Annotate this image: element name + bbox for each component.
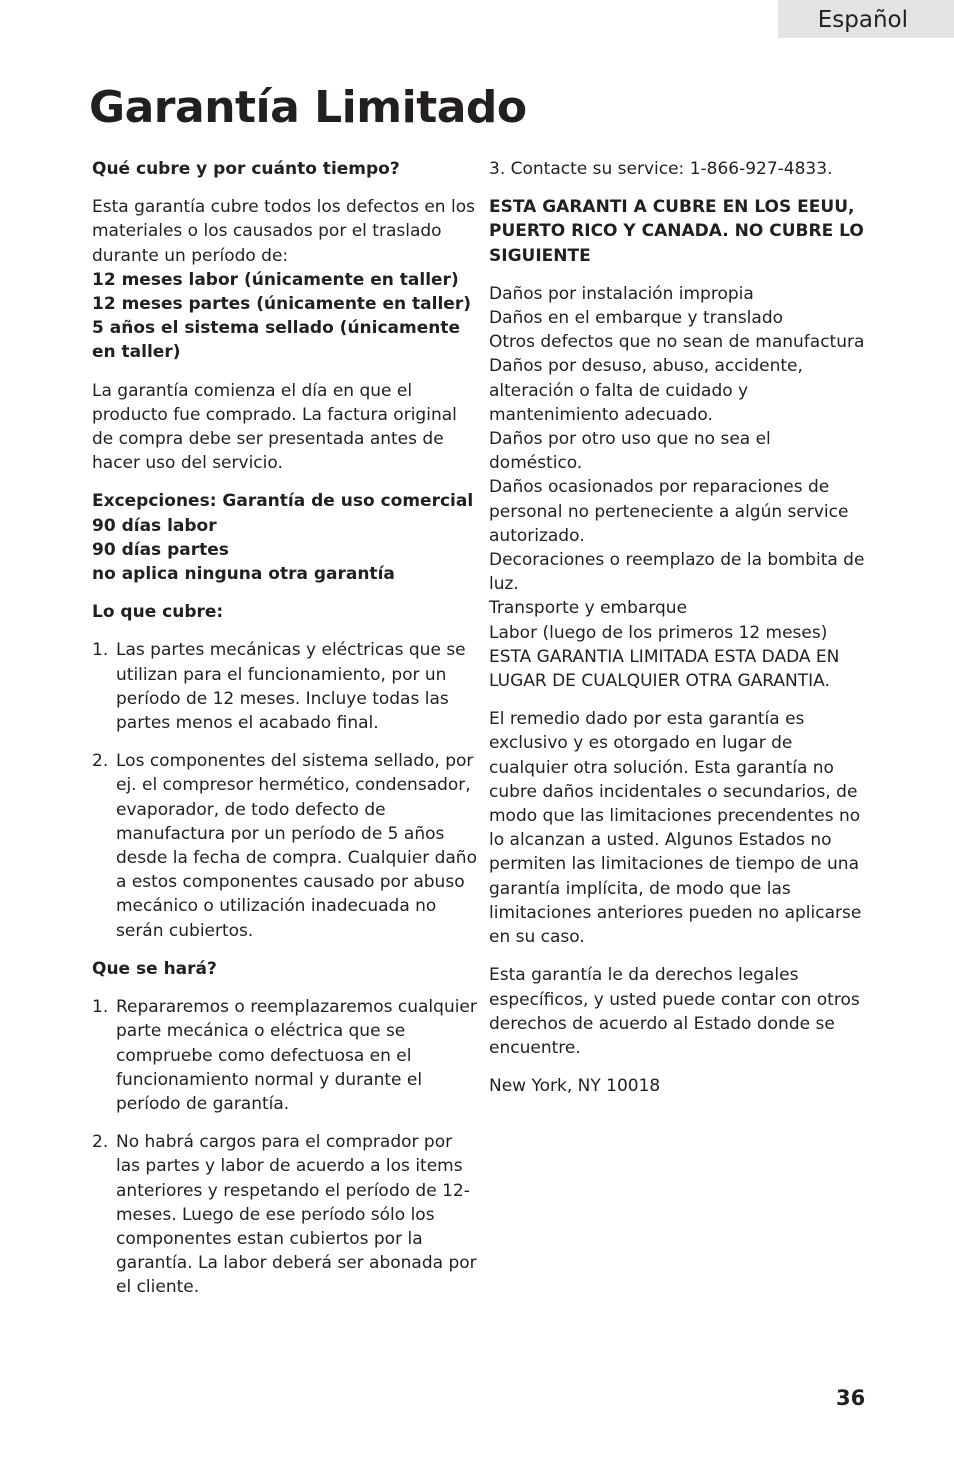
item-number: 1. <box>92 997 109 1018</box>
item-number: 2. <box>92 751 109 772</box>
coverage-term: 12 meses partes (únicamente en taller) <box>92 294 471 315</box>
item-text: Las partes mecánicas y eléctricas que se utilizan para el funcionamiento, por un período de 12 meses. Incluye todas las partes menos el acabado final. <box>116 640 466 734</box>
item-text: Repararemos o reemplazaremos cualquier parte mecánica o eléctrica que se compruebe como defectuosa en el funcionamiento normal y durante el período de garantía. <box>116 997 477 1114</box>
action-item <box>92 1130 477 1299</box>
not-covered-item: Labor (luego de los primeros 12 meses) <box>489 622 828 643</box>
remedy-paragraph: El remedio dado por esta garantía es exclusivo y es otorgado en lugar de cualquier otra solución. Esta garantía no cubre daños incidentales o secundarios, de modo que las limitaciones precendentes no lo alcanzan a usted. Algunos Estados no permiten las limitaciones de tiempo de una garantía implícita, de modo que las limitaciones anteriores pueden no aplicarse en su caso. <box>489 709 862 948</box>
exceptions-line: 90 días labor <box>92 515 217 536</box>
not-covered-item: Daños por instalación impropia <box>489 283 754 304</box>
not-covered-item: Daños por desuso, abuso, accidente, alteración o falta de cuidado y mantenimiento adecuado. <box>489 356 803 425</box>
item-text: Los componentes del sistema sellado, por ej. el compresor hermético, condensador, evaporador, de todo defecto de manufactura por un período de 5 años desde la fecha de compra. Cualquier daño a estos componentes causado por abuso mecánico o utilización inadecuada no serán cubiertos. <box>116 751 477 941</box>
not-covered-heading: ESTA GARANTI A CUBRE EN LOS EEUU, PUERTO RICO Y CANADA. NO CUBRE LO SIGUIENTE <box>489 197 864 266</box>
not-covered-item: ESTA GARANTIA LIMITADA ESTA DADA EN LUGAR DE CUALQUIER OTRA GARANTIA. <box>489 646 840 692</box>
item-text: No habrá cargos para el comprador por las partes y labor de acuerdo a los items anteriores y respetando el período de 12-meses. Luego de ese período sólo los componentes estan cubiertos por la garantía. La labor deberá ser abonada por el cliente. <box>116 1132 477 1298</box>
exceptions-line: no aplica ninguna otra garantía <box>92 564 395 585</box>
contact-line: 3. Contacte su service: 1-866-927-4833. <box>489 159 833 179</box>
covered-item <box>92 749 477 943</box>
coverage-term: 12 meses labor (únicamente en taller) <box>92 269 459 290</box>
coverage-intro-text: Esta garantía cubre todos los defectos en los materiales o los causados por el traslado durante un período de: <box>92 197 475 266</box>
not-covered-item: Otros defectos que no sean de manufactura <box>489 332 865 353</box>
what-will-be-done-heading: Que se hará? <box>92 958 217 979</box>
not-covered-item: Daños en el embarque y translado <box>489 308 784 329</box>
legal-rights-paragraph: Esta garantía le da derechos legales específicos, y usted puede contar con otros derechos de acuerdo al Estado donde se encuentre. <box>489 965 860 1058</box>
address: New York, NY 10018 <box>489 1076 661 1097</box>
what-covered-heading: Lo que cubre: <box>92 602 224 623</box>
warranty-start-paragraph: La garantía comienza el día en que el producto fue comprado. La factura original de compra debe ser presentada antes de hacer uso del servicio. <box>92 380 457 474</box>
item-number: 2. <box>92 1132 109 1153</box>
item-number: 1. <box>92 640 109 661</box>
not-covered-item: Transporte y embarque <box>489 598 688 619</box>
page-title: Garantía Limitado <box>89 82 527 133</box>
coverage-term: 5 años el sistema sellado (únicamente en taller) <box>92 318 461 363</box>
not-covered-item: Daños por otro uso que no sea el doméstico. <box>489 429 771 474</box>
exceptions-block <box>92 489 477 586</box>
not-covered-list <box>489 282 869 693</box>
left-column <box>92 157 477 1314</box>
coverage-heading: Qué cubre y por cuánto tiempo? <box>92 159 400 179</box>
page-number: 36 <box>836 1386 866 1410</box>
right-column <box>489 157 869 1112</box>
covered-item <box>92 638 477 735</box>
language-tab: Español <box>778 0 954 38</box>
action-item <box>92 995 477 1116</box>
exceptions-line: Excepciones: Garantía de uso comercial <box>92 491 474 512</box>
coverage-intro <box>92 195 477 364</box>
not-covered-item: Decoraciones o reemplazo de la bombita de luz. <box>489 550 865 595</box>
exceptions-line: 90 días partes <box>92 539 229 560</box>
not-covered-item: Daños ocasionados por reparaciones de personal no perteneciente a algún service autorizado. <box>489 477 849 546</box>
